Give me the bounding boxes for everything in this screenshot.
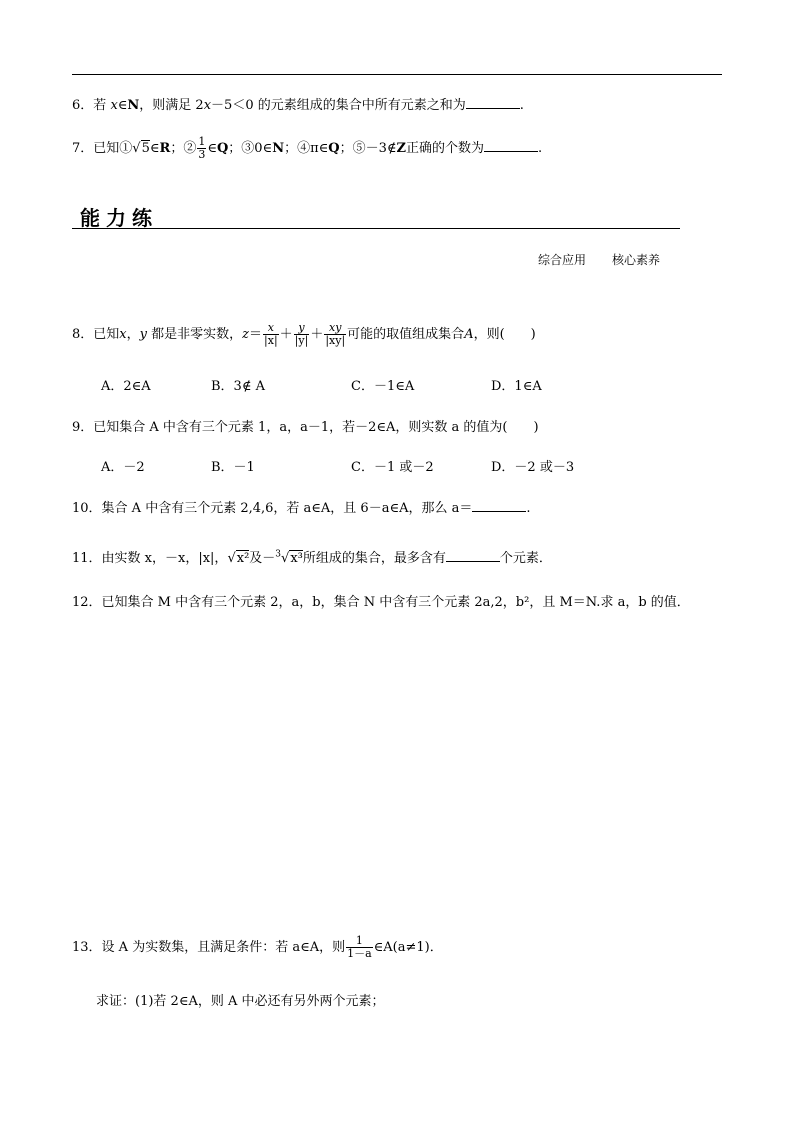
section-rule <box>72 228 680 229</box>
answer-blank[interactable] <box>472 500 526 512</box>
question-6: 6．若 x∈N，则满足 2x－5＜0 的元素组成的集合中所有元素之和为 . <box>72 98 524 113</box>
q8-option-d[interactable]: D．1∈A <box>491 379 542 394</box>
question-9: 9．已知集合 A 中含有三个元素 1，a，a－1，若－2∈A，则实数 a 的值为( ) <box>72 420 539 435</box>
section-title: 能力练 <box>80 206 158 230</box>
question-7: 7．已知①√5∈R；② $\frac{1}{3}$ ∈Q；③0∈N；④π∈Q；⑤－3∉Z正确的个数为 . <box>72 135 543 161</box>
q8-option-b[interactable]: B．3∉ A <box>211 379 265 394</box>
q9-option-d[interactable]: D．－2 或－3 <box>491 460 575 475</box>
fraction-y: $\frac{y}{|y|}$ <box>294 321 309 347</box>
answer-blank[interactable] <box>484 140 538 152</box>
question-13: 13．设 A 为实数集，且满足条件：若 a∈A，则 $\frac{1}{1-a}$ ∈A(a≠1)． <box>72 934 443 960</box>
question-10: 10．集合 A 中含有三个元素 2,4,6，若 a∈A，且 6－a∈A，那么 a＝ . <box>72 501 531 516</box>
section-tag-application: 综合应用 <box>538 253 587 267</box>
q9-option-b[interactable]: B．－1 <box>211 460 255 475</box>
fraction-one-third: $\frac{1}{3}$ <box>198 135 206 161</box>
question-11: 11．由实数 x，－x，|x|，√x²及－$^3$√x³所组成的集合，最多含有 个元素． <box>72 549 552 566</box>
question-12: 12．已知集合 M 中含有三个元素 2，a，b，集合 N 中含有三个元素 2a,2，b²，且 M＝N.求 a，b 的值． <box>72 595 690 610</box>
answer-blank[interactable] <box>446 550 500 562</box>
top-rule <box>72 74 722 75</box>
q8-option-a[interactable]: A．2∈A <box>101 379 151 394</box>
fraction-xy: $\frac{xy}{|xy|}$ <box>325 321 346 347</box>
fraction-one-over-one-minus-a: $\frac{1}{1-a}$ <box>347 934 372 960</box>
section-tag-literacy: 核心素养 <box>612 253 661 267</box>
q9-option-c[interactable]: C．－1 或－2 <box>351 460 434 475</box>
question-8: 8．已知x，y 都是非零实数，$z=\frac{x}{|x|}$ $+\frac{y}{|y|}$ $+\frac{xy}{|xy|}$ 可能的取值组成集合A，则( ) <box>72 321 536 347</box>
q8-option-c[interactable]: C．－1∈A <box>351 379 415 394</box>
q9-option-a[interactable]: A．－2 <box>101 460 145 475</box>
fraction-x: $\frac{x}{|x|}$ <box>264 321 278 347</box>
question-13-part-1: 求证：(1)若 2∈A，则 A 中必还有另外两个元素； <box>96 994 385 1009</box>
answer-blank[interactable] <box>466 97 520 109</box>
